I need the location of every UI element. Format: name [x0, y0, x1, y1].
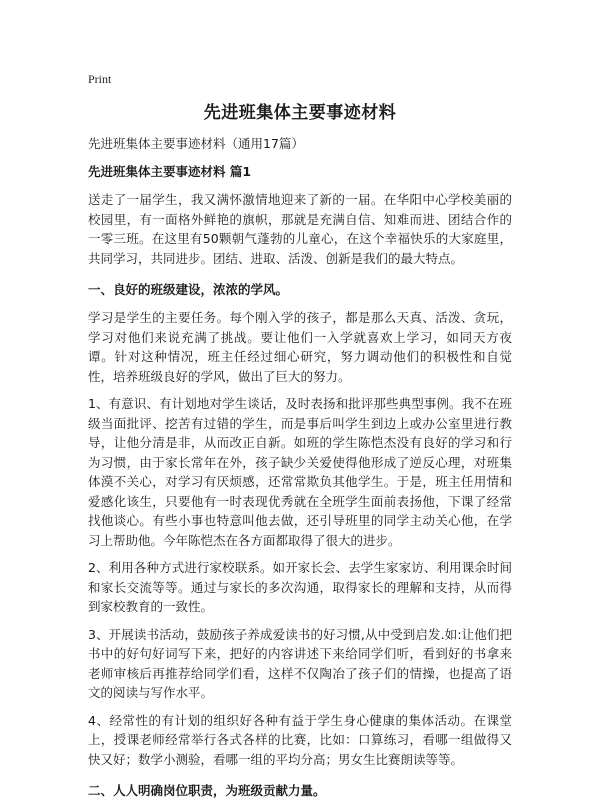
part-heading: 先进班集体主要事迹材料 篇1: [88, 164, 252, 179]
document-title: 先进班集体主要事迹材料: [203, 103, 397, 123]
paragraph-point-1: 1、有意识、有计划地对学生谈话，及时表扬和批评那些典型事例。我不在班级当面批评、挖苦有过错的学生，而是事后叫学生到边上或办公室里进行教导，让他分清是非，从而改正自新。如班的学生陈恺杰没有良好的学习和行为习惯，由于家长常年在外，孩子缺少关爱使得他形成了逆反心理，对班集体漠不关心，对学习有厌烦感，还常常欺负其他学生。于是，班主任用情和爱感化该生，只要他有一时表现优秀就在全班学生面前表扬他，下课了经常找他谈心。有些小事也特意叫他去做，还引导班里的同学主动关心他，在学习上帮助他。今年陈恺杰在各方面都取得了很大的进步。: [88, 396, 512, 548]
section-heading-1: 一、良好的班级建设，浓浓的学风。: [88, 282, 289, 297]
print-link[interactable]: Print: [88, 72, 112, 86]
paragraph-point-2: 2、利用各种方式进行家校联系。如开家长会、去学生家家访、利用课余时间和家长交流等等。通过与家长的多次沟通，取得家长的理解和支持，从而得到家校教育的一致性。: [88, 560, 512, 614]
paragraph-point-4: 4、经常性的有计划的组织好各种有益于学生身心健康的集体活动。在课堂上，授课老师经常举行各式各样的比赛，比如：口算练习，看哪一组做得又快又好；数学小测验，看哪一组的平均分高；男女生比赛朗读等等。: [88, 712, 512, 767]
section-heading-2: 二、人人明确岗位职责，为班级贡献力量。: [88, 783, 326, 798]
paragraph-point-3: 3、开展读书活动，鼓励孩子养成爱读书的好习惯,从中受到启发.如:让他们把书中的好句好词写下来，把好的内容讲述下来给同学们听，看到好的书拿来老师审核后再推荐给同学们看，这样不仅陶冶了孩子们的情操，也提高了语文的阅读与写作水平。: [88, 626, 512, 700]
paragraph-study: 学习是学生的主要任务。每个刚入学的孩子，都是那么天真、活泼、贪玩，学习对他们来说充满了挑战。要让他们一入学就喜欢上学习，如同天方夜谭。针对这种情况，班主任经过细心研究，努力调动他们的积极性和自觉性，培养班级良好的学风，做出了巨大的努力。: [88, 310, 512, 384]
document-subtitle: 先进班集体主要事迹材料（通用17篇）: [88, 136, 304, 151]
paragraph-intro: 送走了一届学生，我又满怀激情地迎来了新的一届。在华阳中心学校美丽的校园里，有一面格外鲜艳的旗帜，那就是充满自信、知难而进、团结合作的一零三班。在这里有50颗朝气蓬勃的儿童心，在这个幸福快乐的大家庭里，共同学习，共同进步。团结、进取、活泼、创新是我们的最大特点。: [88, 192, 512, 266]
